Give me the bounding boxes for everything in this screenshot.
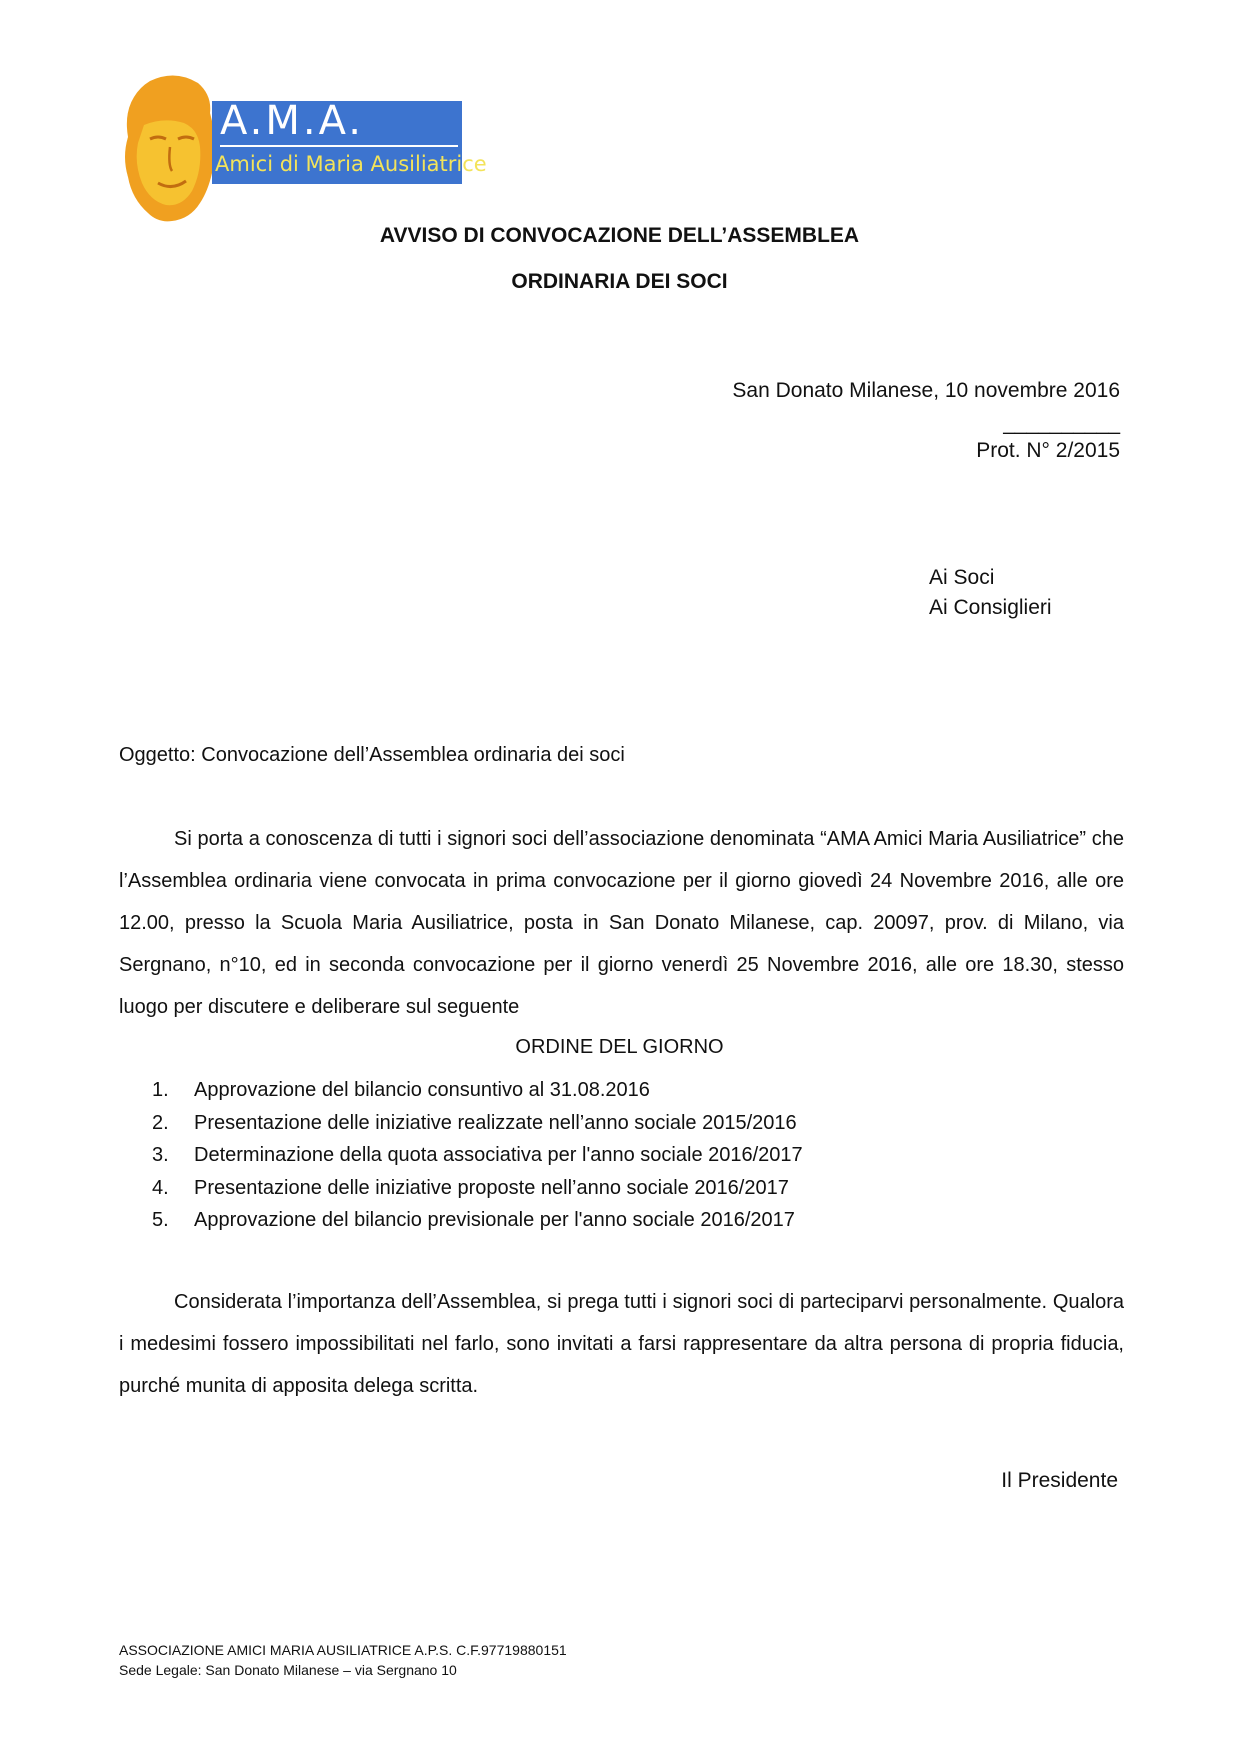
logo-title: A.M.A. <box>220 98 364 144</box>
recipient: Ai Soci <box>929 566 995 589</box>
agenda-list <box>152 1074 803 1237</box>
agenda-item <box>152 1204 803 1237</box>
body-paragraph-2: Considerata l’importanza dell’Assemblea, si prega tutti i signori soci di parteciparvi personalmente. Qualora i medesimi fossero impossibilitati nel farlo, sono invitati a farsi rappresentare da altra persona di propria fiducia, purché munita di apposita delega scritta. <box>119 1291 1124 1397</box>
agenda-item-number: 5. <box>152 1209 169 1231</box>
agenda-item-text: Presentazione delle iniziative realizzate nell’anno sociale 2015/2016 <box>194 1111 797 1134</box>
body-paragraph-1: Si porta a conoscenza di tutti i signori soci dell’associazione denominata “AMA Amici Maria Ausiliatrice” che l’Assemblea ordinaria viene convocata in prima convocazione per il giorno giovedì 24 Novembre 2016, alle ore 12.00, presso la Scuola Maria Ausiliatrice, posta in San Donato Milanese, cap. 20097, prov. di Milano, via Sergnano, n°10, ed in seconda convocazione per il giorno venerdì 25 Novembre 2016, alle ore 18.30, stesso luogo per discutere e deliberare sul seguente <box>119 828 1124 1018</box>
agenda-item-number: 3. <box>152 1144 169 1166</box>
agenda-item-text: Approvazione del bilancio previsionale per l'anno sociale 2016/2017 <box>194 1209 795 1231</box>
agenda-item-number: 2. <box>152 1111 169 1134</box>
signature: Il Presidente <box>1001 1469 1118 1492</box>
agenda-item <box>152 1074 803 1107</box>
signature-line: __________ <box>1003 412 1120 435</box>
recipient: Ai Consiglieri <box>929 596 1052 619</box>
document-title-line2: ORDINARIA DEI SOCI <box>511 270 728 293</box>
agenda-item <box>152 1172 803 1205</box>
footer-line: ASSOCIAZIONE AMICI MARIA AUSILIATRICE A.P.S. C.F.97719880151 <box>119 1642 567 1658</box>
protocol-number: Prot. N° 2/2015 <box>976 439 1120 462</box>
footer-line: Sede Legale: San Donato Milanese – via Sergnano 10 <box>119 1662 457 1678</box>
agenda-item-text: Presentazione delle iniziative proposte nell’anno sociale 2016/2017 <box>194 1176 789 1199</box>
footer <box>119 1640 567 1680</box>
document-title-line1: AVVISO DI CONVOCAZIONE DELL’ASSEMBLEA <box>379 224 860 247</box>
agenda-item <box>152 1107 803 1140</box>
agenda-item-number: 1. <box>152 1079 169 1101</box>
agenda-title: ORDINE DEL GIORNO <box>515 1036 724 1058</box>
logo-subtitle: Amici di Maria Ausiliatrice <box>215 152 487 176</box>
logo-divider <box>220 145 458 147</box>
ama-logo <box>120 73 487 225</box>
agenda-item <box>152 1139 803 1172</box>
recipients <box>929 563 1052 623</box>
subject-line: Oggetto: Convocazione dell’Assemblea ordinaria dei soci <box>119 744 625 766</box>
agenda-item-number: 4. <box>152 1176 169 1199</box>
agenda-item-text: Determinazione della quota associativa per l'anno sociale 2016/2017 <box>194 1144 803 1166</box>
agenda-item-text: Approvazione del bilancio consuntivo al 31.08.2016 <box>194 1079 650 1101</box>
place-date: San Donato Milanese, 10 novembre 2016 <box>732 379 1120 402</box>
